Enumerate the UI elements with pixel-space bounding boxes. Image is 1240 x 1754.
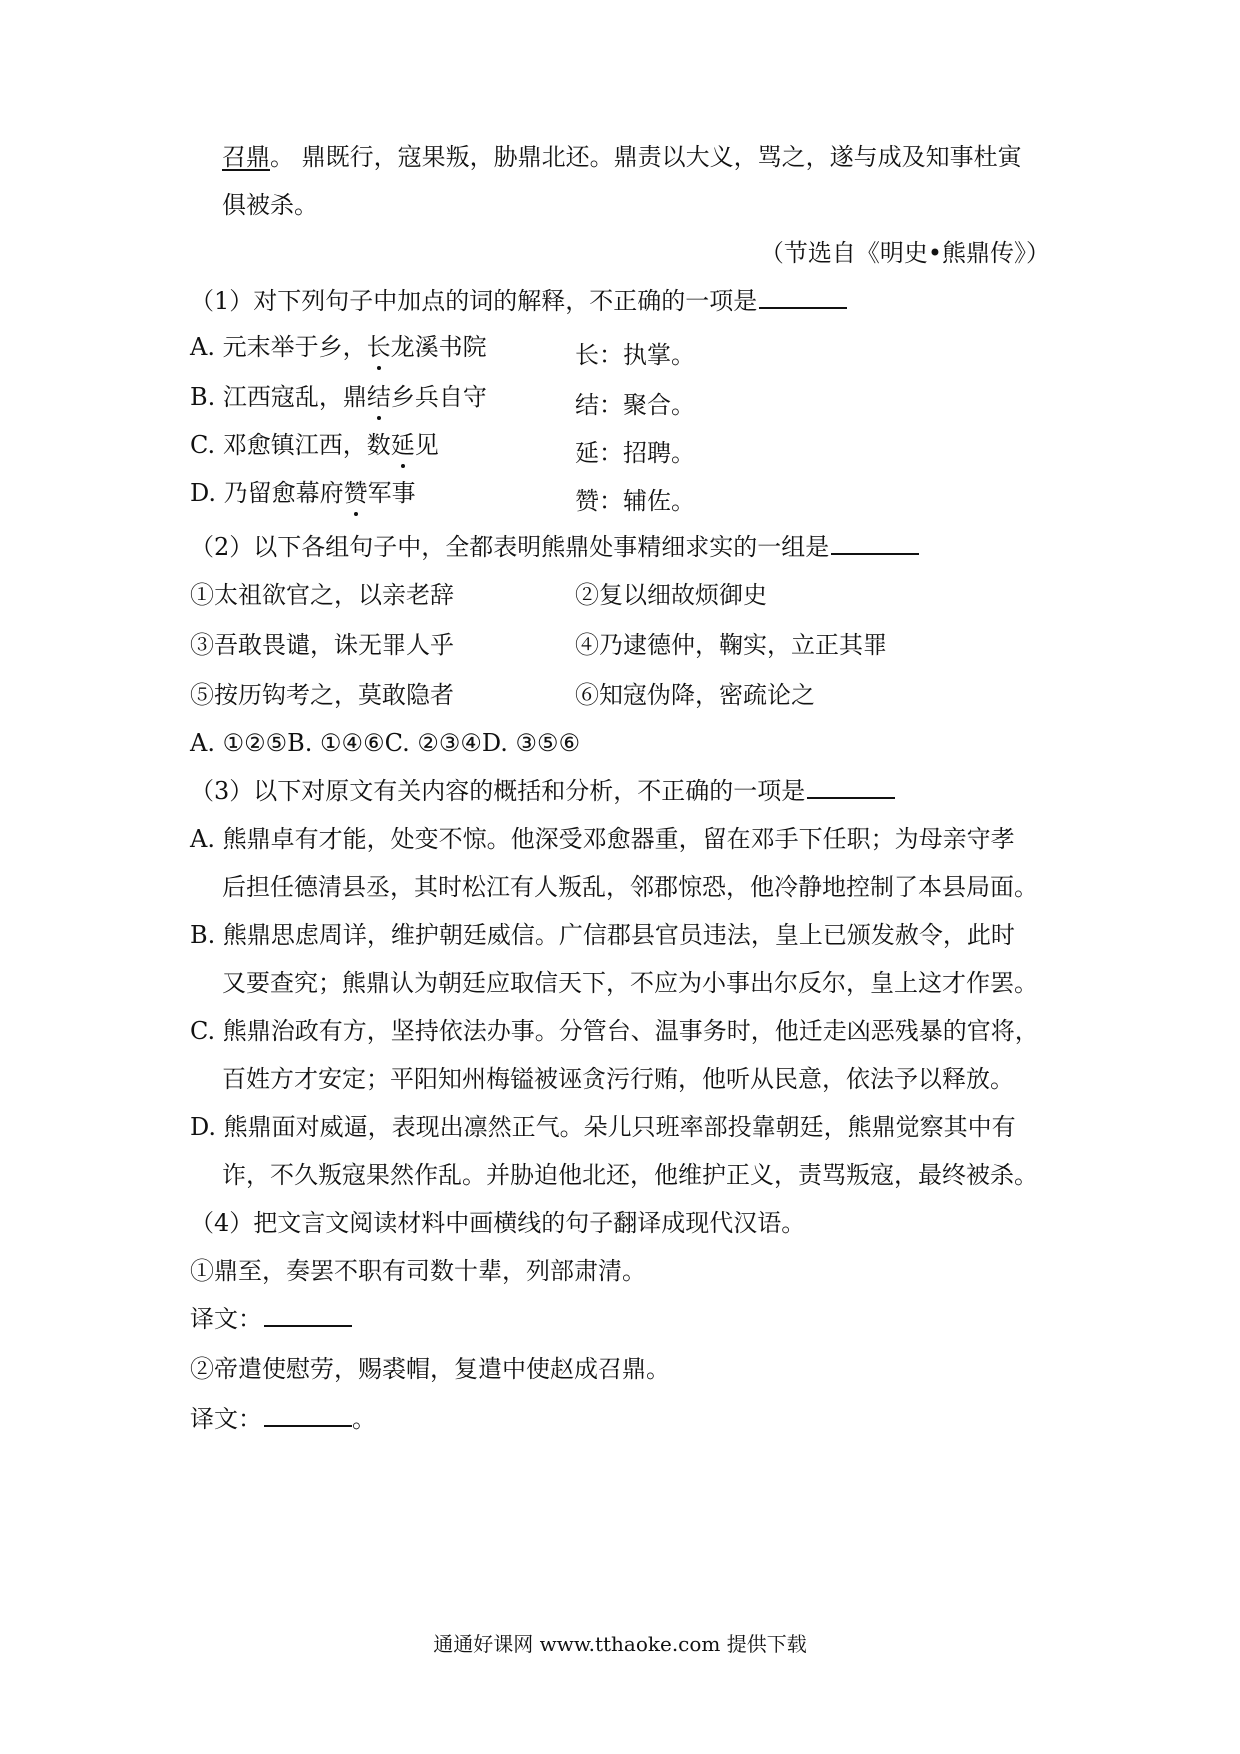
question-3-stem bbox=[190, 774, 895, 808]
option-text: 龙溪书院 bbox=[390, 333, 487, 361]
underlined-phrase: 召鼎 bbox=[222, 143, 270, 171]
dotted-word: 结 bbox=[367, 380, 391, 414]
option-text: 乃留愈幕府 bbox=[223, 479, 344, 507]
option-text: 见 bbox=[414, 431, 439, 459]
question-text: （2）以下各组句子中，全都表明熊鼎处事精细求实的一组是 bbox=[190, 533, 830, 561]
source-citation: （节选自《明史•熊鼎传》） bbox=[759, 239, 1050, 267]
q2-item-1: ①太祖欲官之，以亲老辞 bbox=[190, 581, 454, 609]
q2-item-2: ②复以细故烦御史 bbox=[575, 581, 767, 609]
q3-option-b-line-2: 又要查究；熊鼎认为朝廷应取信天下，不应为小事出尔反尔，皇上这才作罢。 bbox=[222, 969, 1038, 997]
answer-blank[interactable] bbox=[264, 1403, 352, 1427]
option-text: 元末举于乡， bbox=[222, 333, 367, 361]
q2-item-5: ⑤按历钩考之，莫敢隐者 bbox=[190, 681, 454, 709]
q2-item-4: ④乃逮德仲，鞠实，立正其罪 bbox=[575, 631, 887, 659]
option-label: D. bbox=[190, 479, 217, 507]
passage-text: 。 鼎既行，寇果叛，胁鼎北还。鼎责以大义，骂之，遂与成及知事杜寅 bbox=[270, 143, 1022, 171]
option-text: 邓愈镇江西，数 bbox=[222, 431, 391, 459]
q4-sentence-2: ②帝遣使慰劳，赐裘帽，复遣中使赵成召鼎。 bbox=[190, 1355, 670, 1383]
answer-blank[interactable] bbox=[759, 285, 847, 309]
option-label: B. bbox=[190, 921, 216, 949]
q1-option-a bbox=[190, 330, 487, 364]
q2-item-6: ⑥知寇伪降，密疏论之 bbox=[575, 681, 815, 709]
q4-sentence-1: ①鼎至，奏罢不职有司数十辈，列部肃清。 bbox=[190, 1257, 646, 1285]
q2-item-3: ③吾敢畏谴，诛无罪人乎 bbox=[190, 631, 454, 659]
q1-option-b bbox=[190, 380, 487, 414]
question-text: （1）对下列句子中加点的词的解释，不正确的一项是 bbox=[190, 287, 758, 315]
question-text: （3）以下对原文有关内容的概括和分析，不正确的一项是 bbox=[190, 777, 806, 805]
question-1-stem bbox=[190, 284, 847, 318]
q1-option-d bbox=[190, 476, 416, 510]
page-footer: 通通好课网 www.tthaoke.com 提供下载 bbox=[433, 1632, 807, 1656]
translation-label: 译文： bbox=[190, 1405, 262, 1433]
q1-gloss-a: 长：执掌。 bbox=[575, 341, 695, 369]
q3-option-a-line-1 bbox=[190, 822, 1015, 856]
question-2-stem bbox=[190, 530, 919, 564]
option-text: 熊鼎治政有方，坚持依法办事。分管台、温事务时，他迁走凶恶残暴的官将， bbox=[222, 1017, 1039, 1045]
q1-gloss-c: 延：招聘。 bbox=[575, 439, 695, 467]
option-text: 乡兵自守 bbox=[390, 383, 487, 411]
answer-blank[interactable] bbox=[807, 775, 895, 799]
dotted-word: 长 bbox=[367, 330, 391, 364]
option-text: 江西寇乱，鼎 bbox=[222, 383, 367, 411]
option-text: 熊鼎面对威逼，表现出凛然正气。朵儿只班率部投靠朝廷，熊鼎觉察其中有 bbox=[223, 1113, 1016, 1141]
q3-option-c-line-1 bbox=[190, 1014, 1039, 1048]
option-label: A. bbox=[190, 333, 215, 361]
q3-option-b-line-1 bbox=[190, 918, 1015, 952]
passage-line-2: 俱被杀。 bbox=[222, 191, 318, 219]
q1-gloss-d: 赞：辅佐。 bbox=[575, 487, 695, 515]
q1-option-c bbox=[190, 428, 439, 462]
answer-blank[interactable] bbox=[831, 531, 919, 555]
q4-translation-2 bbox=[190, 1402, 376, 1436]
dotted-word: 赞 bbox=[344, 476, 368, 510]
option-label: D. bbox=[190, 1113, 217, 1141]
q2-choices: A. ①②⑤B. ①④⑥C. ②③④D. ③⑤⑥ bbox=[190, 729, 581, 757]
passage-line-1 bbox=[222, 140, 1022, 174]
q3-option-d-line-1 bbox=[190, 1110, 1016, 1144]
dotted-word: 延 bbox=[391, 428, 415, 462]
translation-label: 译文： bbox=[190, 1305, 262, 1333]
option-label: B. bbox=[190, 383, 216, 411]
q3-option-a-line-2: 后担任德清县丞，其时松江有人叛乱，邻郡惊恐，他冷静地控制了本县局面。 bbox=[222, 873, 1038, 901]
q3-option-c-line-2: 百姓方才安定；平阳知州梅镒被诬贪污行贿，他听从民意，依法予以释放。 bbox=[222, 1065, 1014, 1093]
q3-option-d-line-2: 诈，不久叛寇果然作乱。并胁迫他北还，他维护正义，责骂叛寇，最终被杀。 bbox=[222, 1161, 1038, 1189]
answer-blank[interactable] bbox=[264, 1303, 352, 1327]
option-label: C. bbox=[190, 431, 216, 459]
q4-translation-1 bbox=[190, 1302, 352, 1336]
q1-gloss-b: 结：聚合。 bbox=[575, 391, 695, 419]
option-text: 熊鼎思虑周详，维护朝廷威信。广信郡县官员违法，皇上已颁发赦令，此时 bbox=[222, 921, 1015, 949]
end-punctuation: 。 bbox=[352, 1405, 376, 1433]
option-label: C. bbox=[190, 1017, 216, 1045]
option-label: A. bbox=[190, 825, 215, 853]
option-text: 熊鼎卓有才能，处变不惊。他深受邓愈器重，留在邓手下任职；为母亲守孝 bbox=[222, 825, 1015, 853]
option-text: 军事 bbox=[367, 479, 416, 507]
question-4-stem: （4）把文言文阅读材料中画横线的句子翻译成现代汉语。 bbox=[190, 1209, 806, 1237]
